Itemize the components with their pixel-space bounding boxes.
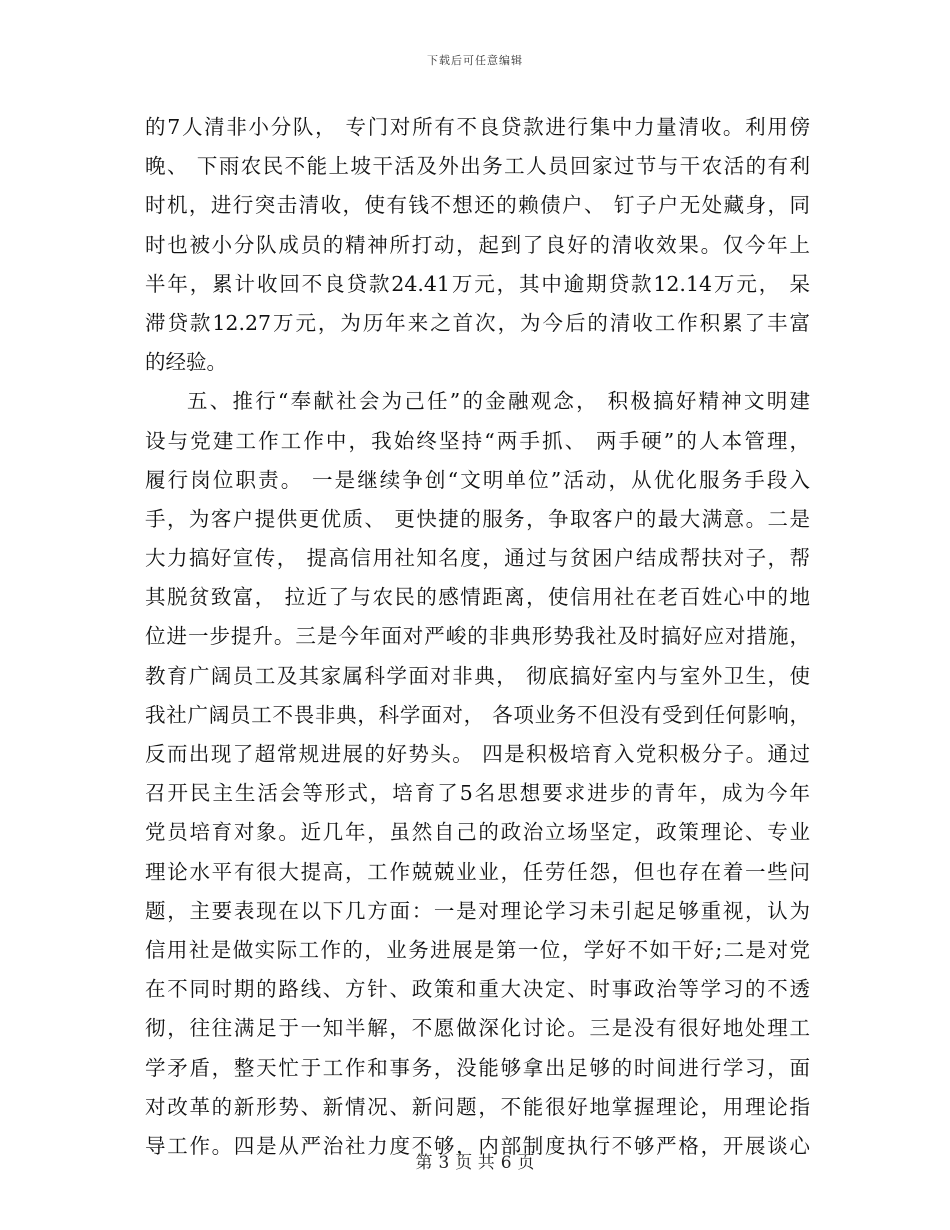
text-line: 设与党建工作工作中，我始终坚持“两手抓、 两手硬”的人本管理， — [145, 428, 810, 453]
page-number: 3 — [438, 1153, 450, 1173]
text-line: 其脱贫致富， 拉近了与农民的感情距离，使信用社在老百姓心中的地 — [145, 585, 810, 610]
footer-suffix: 页 — [517, 1153, 535, 1173]
text-line: 的7人清非小分队， 专门对所有不良贷款进行集中力量清收。利用傍 — [145, 115, 810, 139]
text-line: 题，主要表现在以下几方面：一是对理论学习未引起足够重视，认为 — [145, 898, 810, 923]
text-line: 滞贷款12.27万元，为历年来之首次，为今后的清收工作积累了丰富 — [145, 310, 810, 335]
text-line: 位进一步提升。三是今年面对严峻的非典形势我社及时搞好应对措施， — [145, 624, 810, 649]
text-line: 履行岗位职责。 一是继续争创“文明单位”活动，从优化服务手段入 — [145, 467, 810, 492]
text-line: 学矛盾，整天忙于工作和事务，没能够拿出足够的时间进行学习，面 — [145, 1055, 810, 1080]
text-line: 我社广阔员工不畏非典，科学面对， 各项业务不但没有受到任何影响， — [145, 702, 810, 727]
text-line: 彻，往往满足于一知半解，不愿做深化讨论。三是没有很好地处理工 — [145, 1016, 810, 1041]
text-line: 手，为客户提供更优质、 更快捷的服务，争取客户的最大满意。二是 — [145, 506, 810, 531]
text-line: 反而出现了超常规进展的好势头。 四是积极培育入党积极分子。通过 — [145, 742, 810, 766]
footer-prefix: 第 — [415, 1153, 433, 1173]
total-pages: 6 — [500, 1153, 512, 1173]
text-line: 的经验。 — [145, 350, 227, 375]
page-footer — [0, 1148, 950, 1173]
text-line: 教育广阔员工及其家属科学面对非典， 彻底搞好室内与室外卫生，使 — [145, 663, 810, 688]
document-body — [145, 108, 810, 1166]
text-line: 时也被小分队成员的精神所打动，起到了良好的清收效果。仅今年上 — [145, 232, 810, 257]
text-line: 半年，累计收回不良贷款24.41万元，其中逾期贷款12.14万元， 呆 — [145, 271, 810, 296]
text-line: 五、推行“奉献社会为己任”的金融观念， 积极搞好精神文明建 — [187, 389, 810, 414]
paragraph-section-five — [145, 382, 810, 1166]
text-line: 时机，进行突击清收，使有钱不想还的赖债户、 钉子户无处藏身，同 — [145, 193, 810, 218]
text-line: 对改革的新形势、新情况、新问题，不能很好地掌握理论，用理论指 — [145, 1094, 810, 1119]
text-line: 大力搞好宣传， 提高信用社知名度，通过与贫困户结成帮扶对子，帮 — [145, 546, 810, 571]
text-line: 召开民主生活会等形式，培育了5名思想要求进步的青年，成为今年 — [145, 781, 810, 806]
text-line: 在不同时期的路线、方针、政策和重大决定、时事政治等学习的不透 — [145, 977, 810, 1002]
page-header: 下载后可任意编辑 — [427, 54, 523, 67]
text-line: 导工作。四是从严治社力度不够，内部制度执行不够严格，开展谈心 — [145, 1133, 810, 1158]
text-line: 理论水平有很大提高，工作兢兢业业，任劳任怨，但也存在着一些问 — [145, 859, 810, 884]
text-line: 晚、 下雨农民不能上坡干活及外出务工人员回家过节与干农活的有利 — [145, 154, 810, 179]
text-line: 信用社是做实际工作的，业务进展是第一位，学好不如干好;二是对党 — [145, 937, 810, 962]
text-line: 党员培育对象。近几年，虽然自己的政治立场坚定，政策理论、专业 — [145, 820, 810, 845]
paragraph-continuation — [145, 108, 810, 382]
footer-middle: 页 共 — [455, 1153, 495, 1173]
